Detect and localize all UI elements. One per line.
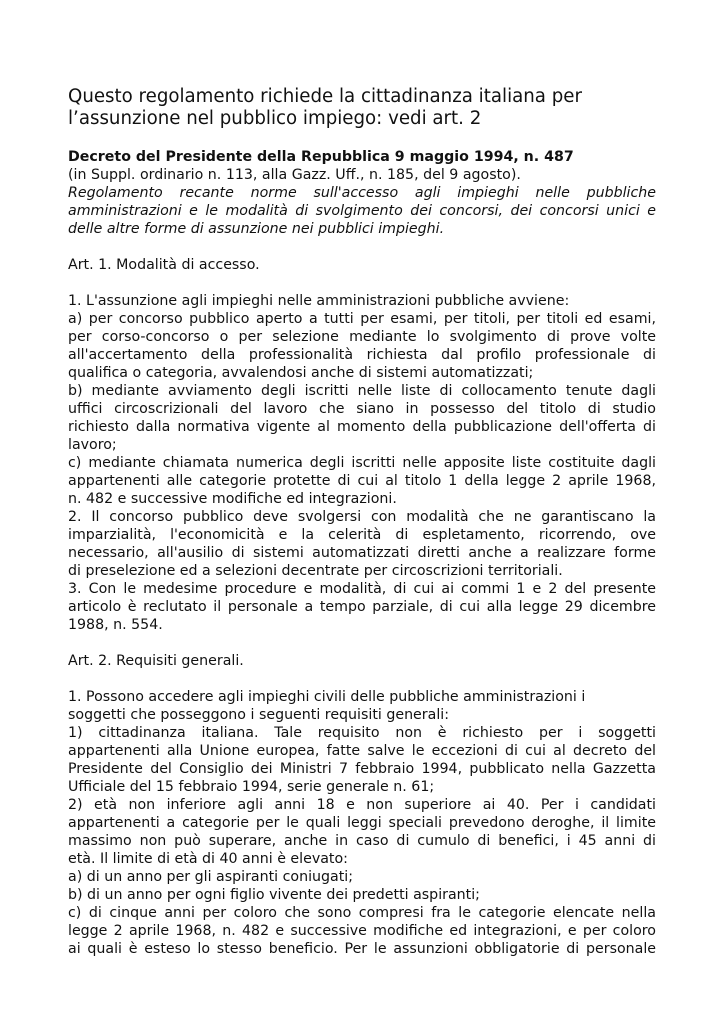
text-line: appartenenti a categorie per le quali leggi speciali prevedono deroghe, il limite bbox=[68, 815, 656, 831]
text-line: Ufficiale del 15 febbraio 1994, serie generale n. 61; bbox=[68, 779, 435, 795]
text-line: Regolamento recante norme sull'accesso agli impieghi nelle pubbliche bbox=[68, 185, 656, 201]
text-line: 2) età non inferiore agli anni 18 e non superiore ai 40. Per i candidati bbox=[68, 797, 656, 813]
blank-line bbox=[68, 238, 656, 256]
text-line: uffici circoscrizionali del lavoro che siano in possesso del titolo di studio bbox=[68, 401, 656, 417]
text-line: 1988, n. 554. bbox=[68, 617, 163, 633]
blank-line bbox=[68, 670, 656, 688]
text-line: articolo è reclutato il personale a tempo parziale, di cui alla legge 29 dicembre bbox=[68, 599, 656, 615]
document-body bbox=[68, 148, 656, 958]
intro-note bbox=[68, 86, 656, 130]
text-line: amministrazioni e le modalità di svolgimento dei concorsi, dei concorsi unici e bbox=[68, 203, 656, 219]
text-line: per corso-concorso o per selezione mediante lo svolgimento di prove volte bbox=[68, 329, 656, 345]
text-line: 1. L'assunzione agli impieghi nelle amministrazioni pubbliche avviene: bbox=[68, 293, 570, 309]
intro-line: l’assunzione nel pubblico impiego: vedi art. 2 bbox=[68, 108, 482, 129]
text-line: appartenenti alle categorie protette di cui al titolo 1 della legge 2 aprile 1968, bbox=[68, 473, 656, 489]
text-line: qualifica o categoria, avvalendosi anche di sistemi automatizzati; bbox=[68, 365, 534, 381]
text-line: c) mediante chiamata numerica degli iscritti nelle apposite liste costituite dagli bbox=[68, 455, 656, 471]
text-line: richiesto dalla normativa vigente al momento della pubblicazione dell'offerta di bbox=[68, 419, 656, 435]
text-line: delle altre forme di assunzione nei pubblici impieghi. bbox=[68, 221, 445, 237]
text-line: 1. Possono accedere agli impieghi civili delle pubbliche amministrazioni i bbox=[68, 689, 586, 705]
text-line: 2. Il concorso pubblico deve svolgersi con modalità che ne garantiscano la bbox=[68, 509, 656, 525]
text-line: età. Il limite di età di 40 anni è elevato: bbox=[68, 851, 348, 867]
text-line: ai quali è esteso lo stesso beneficio. Per le assunzioni obbligatorie di personale bbox=[68, 941, 656, 957]
text-line: lavoro; bbox=[68, 437, 117, 453]
text-line: appartenenti alla Unione europea, fatte salve le eccezioni di cui al decreto del bbox=[68, 743, 656, 759]
text-line: Presidente del Consiglio dei Ministri 7 febbraio 1994, pubblicato nella Gazzetta bbox=[68, 761, 656, 777]
text-line: di preselezione ed a selezioni decentrate per circoscrizioni territoriali. bbox=[68, 563, 563, 579]
text-line: legge 2 aprile 1968, n. 482 e successive modifiche ed integrazioni, e per coloro bbox=[68, 923, 656, 939]
text-line: b) di un anno per ogni figlio vivente dei predetti aspiranti; bbox=[68, 887, 480, 903]
text-line: Decreto del Presidente della Repubblica 9 maggio 1994, n. 487 bbox=[68, 149, 574, 165]
text-line: a) per concorso pubblico aperto a tutti per esami, per titoli, per titoli ed esami, bbox=[68, 311, 656, 327]
blank-line bbox=[68, 274, 656, 292]
text-line: Art. 1. Modalità di accesso. bbox=[68, 257, 260, 273]
text-line: b) mediante avviamento degli iscritti nelle liste di collocamento tenute dagli bbox=[68, 383, 656, 399]
text-line: a) di un anno per gli aspiranti coniugati; bbox=[68, 869, 353, 885]
text-line: soggetti che posseggono i seguenti requisiti generali: bbox=[68, 707, 449, 723]
text-line: Art. 2. Requisiti generali. bbox=[68, 653, 244, 669]
text-line: imparzialità, l'economicità e la celerità di espletamento, ricorrendo, ove bbox=[68, 527, 656, 543]
document-page bbox=[68, 86, 656, 958]
text-line: (in Suppl. ordinario n. 113, alla Gazz. Uff., n. 185, del 9 agosto). bbox=[68, 167, 521, 183]
text-line: c) di cinque anni per coloro che sono compresi fra le categorie elencate nella bbox=[68, 905, 656, 921]
intro-line: Questo regolamento richiede la cittadinanza italiana per bbox=[68, 86, 582, 107]
text-line: necessario, all'ausilio di sistemi automatizzati diretti anche a realizzare forme bbox=[68, 545, 656, 561]
text-line: 1) cittadinanza italiana. Tale requisito non è richiesto per i soggetti bbox=[68, 725, 656, 741]
text-line: all'accertamento della professionalità richiesta dal profilo professionale di bbox=[68, 347, 656, 363]
blank-line bbox=[68, 634, 656, 652]
text-line: massimo non può superare, anche in caso di cumulo di benefici, i 45 anni di bbox=[68, 833, 656, 849]
text-line: n. 482 e successive modifiche ed integrazioni. bbox=[68, 491, 397, 507]
text-line: 3. Con le medesime procedure e modalità, di cui ai commi 1 e 2 del presente bbox=[68, 581, 656, 597]
